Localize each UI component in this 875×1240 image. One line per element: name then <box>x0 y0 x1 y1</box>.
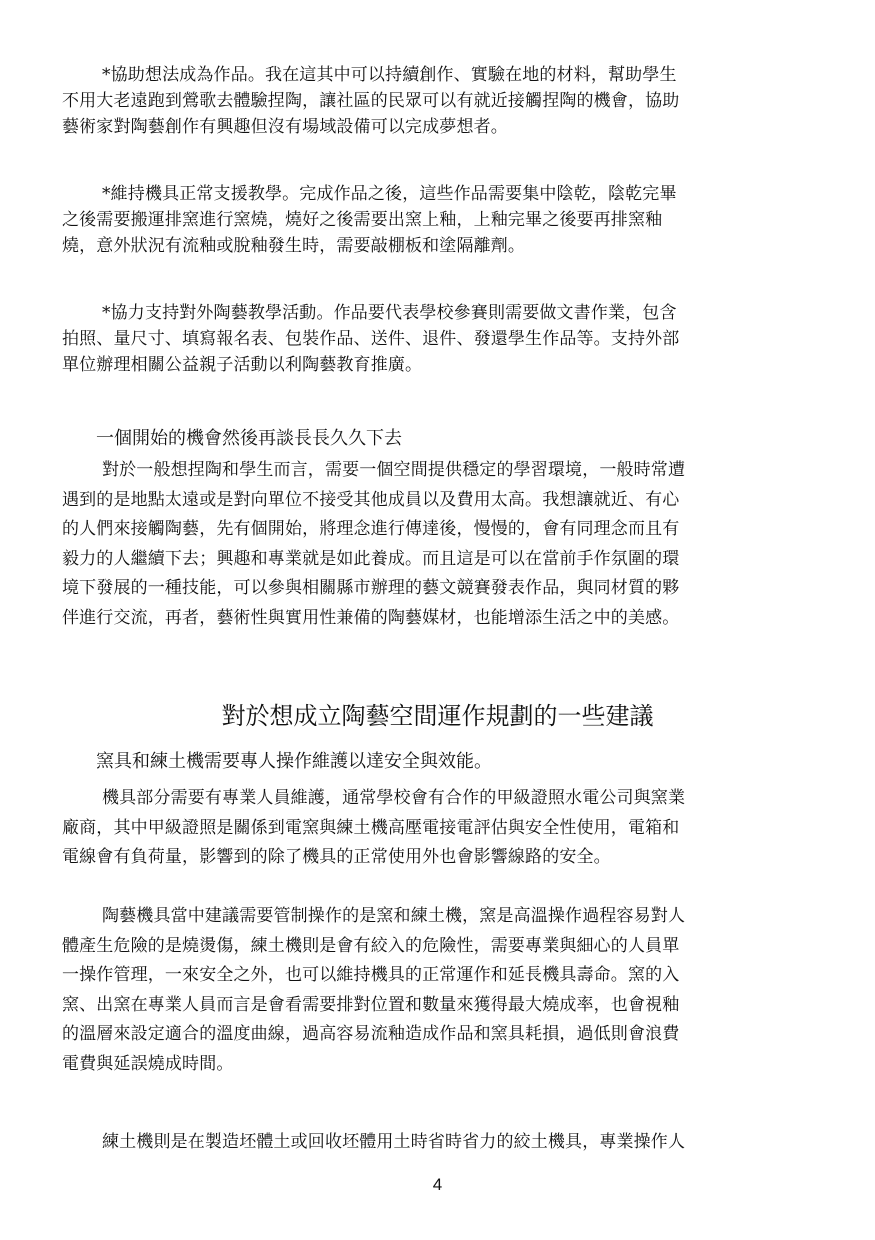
paragraph-5 <box>62 784 814 873</box>
paragraph-line: 陶藝機具當中建議需要管制操作的是窯和練土機，窯是高溫操作過程容易對人 <box>102 906 686 926</box>
paragraph-line: 一操作管理，一來安全之外，也可以維持機具的正常運作和延長機具壽命。窯的入 <box>62 965 680 985</box>
paragraph-line: 單位辦理相關公益親子活動以利陶藝教育推廣。 <box>62 355 423 375</box>
paragraph-line: 電費與延誤燒成時間。 <box>62 1053 234 1074</box>
paragraph-6 <box>62 902 814 1079</box>
paragraph-line: *協助想法成為作品。我在這其中可以持續創作、實驗在地的材料，幫助學生 <box>102 65 677 85</box>
paragraph-3 <box>62 300 814 378</box>
paragraph-line: 廠商，其中甲級證照是關係到電窯與練土機高壓電接電評估與安全性使用，電箱和 <box>62 817 680 838</box>
paragraph-line: 電線會有負荷量，影響到的除了機具的正常使用外也會影響線路的安全。 <box>62 847 611 867</box>
paragraph-line: 拍照、量尺寸、填寫報名表、包裝作品、送件、退件、發還學生作品等。支持外部 <box>62 329 680 349</box>
paragraph-line: 之後需要搬運排窯進行窯燒，燒好之後需要出窯上釉，上釉完畢之後要再排窯釉 <box>62 210 663 230</box>
paragraph-line: 燒，意外狀況有流釉或脫釉發生時，需要敲棚板和塗隔離劑。 <box>62 236 526 256</box>
paragraph-4 <box>62 456 814 633</box>
section-title: 對於想成立陶藝空間運作規劃的一些建議 <box>221 702 654 730</box>
paragraph-line: 對於一般想捏陶和學生而言，需要一個空間提供穩定的學習環境，一般時常遭 <box>102 460 686 480</box>
paragraph-line: 練土機則是在製造坯體土或回收坯體用土時省時省力的絞土機具，專業操作人 <box>102 1132 686 1152</box>
paragraph-line: *協力支持對外陶藝教學活動。作品要代表學校參賽則需要做文書作業，包含 <box>102 303 677 323</box>
paragraph-line: 窯、出窯在專業人員而言是會看需要排對位置和數量來獲得最大燒成率，也會視釉 <box>62 994 680 1015</box>
paragraph-line: 境下發展的一種技能，可以參與相關縣市辦理的藝文競賽發表作品，與同材質的夥 <box>62 578 680 598</box>
paragraph-line: 伴進行交流，再者，藝術性與實用性兼備的陶藝媒材，也能增添生活之中的美感。 <box>62 607 680 628</box>
paragraph-1 <box>62 62 814 140</box>
paragraph-line: 機具部分需要有專業人員維護，通常學校會有合作的甲級證照水電公司與窯業 <box>102 788 686 808</box>
paragraph-line: 藝術家對陶藝創作有興趣但沒有場域設備可以完成夢想者。 <box>62 117 508 137</box>
paragraph-line: 不用大老遠跑到鶯歌去體驗捏陶，讓社區的民眾可以有就近接觸捏陶的機會，協助 <box>62 91 680 111</box>
paragraph-line: 毅力的人繼續下去；興趣和專業就是如此養成。而且這是可以在當前手作氛圍的環 <box>62 548 680 569</box>
paragraph-line: 的溫層來設定適合的溫度曲線，過高容易流釉造成作品和窯具耗損，過低則會浪費 <box>62 1024 680 1044</box>
subheading-kiln-safety: 窯具和練土機需要專人操作維護以達安全與效能。 <box>96 751 492 772</box>
paragraph-line: 的人們來接觸陶藝，先有個開始，將理念進行傳達後，慢慢的，會有同理念而且有 <box>62 519 680 539</box>
paragraph-line: 遇到的是地點太遠或是對向單位不接受其他成員以及費用太高。我想讓就近、有心 <box>62 489 680 510</box>
subheading-opportunity: 一個開始的機會然後再談長長久久下去 <box>96 428 402 449</box>
paragraph-7 <box>62 1128 814 1158</box>
paragraph-line: 體產生危險的是燒燙傷，練土機則是會有絞入的危險性，需要專業與細心的人員單 <box>62 935 680 956</box>
paragraph-line: *維持機具正常支援教學。完成作品之後，這些作品需要集中陰乾，陰乾完畢 <box>102 184 677 204</box>
page-number: 4 <box>432 1175 443 1194</box>
paragraph-2 <box>62 181 814 259</box>
